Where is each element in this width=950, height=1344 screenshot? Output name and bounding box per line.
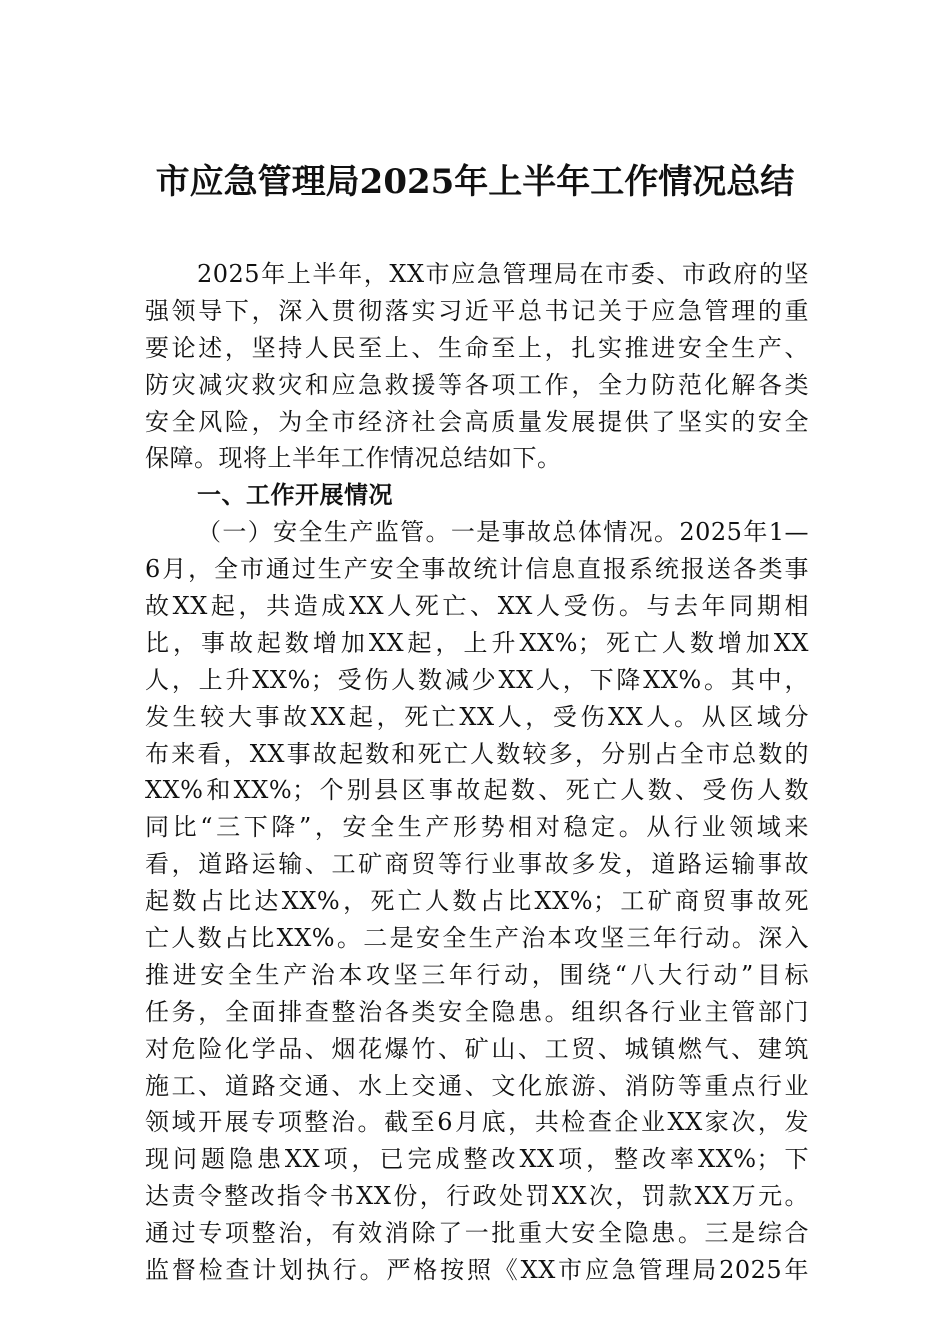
paragraph-line: 强领导下，深入贯彻落实习近平总书记关于应急管理的重 [145, 296, 809, 325]
paragraph-line: 通过专项整治，有效消除了一批重大安全隐患。三是综合 [145, 1219, 809, 1248]
paragraph-line: 对危险化学品、烟花爆竹、矿山、工贸、城镇燃气、建筑 [145, 1034, 809, 1063]
paragraph-line: 现问题隐患XX项，已完成整改XX项，整改率XX%；下 [145, 1145, 809, 1174]
paragraph-line: 人，上升XX%；受伤人数减少XX人，下降XX%。其中， [145, 665, 809, 694]
document-body [145, 256, 809, 1289]
paragraph-line: 2025年上半年，XX市应急管理局在市委、市政府的坚 [197, 260, 809, 288]
paragraph-line: 监督检查计划执行。严格按照《XX市应急管理局2025年 [145, 1256, 809, 1285]
paragraph-line: 故XX起，共造成XX人死亡、XX人受伤。与去年同期相 [145, 592, 809, 621]
paragraph-line: 同比“三下降”，安全生产形势相对稳定。从行业领域来 [145, 813, 809, 842]
paragraph-line: 起数占比达XX%，死亡人数占比XX%；工矿商贸事故死 [145, 887, 809, 916]
paragraph-line: 任务，全面排查整治各类安全隐患。组织各行业主管部门 [145, 997, 809, 1026]
paragraph-line: 防灾减灾救灾和应急救援等各项工作，全力防范化解各类 [145, 370, 809, 399]
paragraph-line: 安全风险，为全市经济社会高质量发展提供了坚实的安全 [145, 407, 809, 436]
paragraph-line: 施工、道路交通、水上交通、文化旅游、消防等重点行业 [145, 1071, 809, 1100]
paragraph-line: 推进安全生产治本攻坚三年行动，围绕“八大行动”目标 [145, 960, 809, 989]
paragraph-line: 看，道路运输、工矿商贸等行业事故多发，道路运输事故 [145, 850, 809, 879]
section-heading: 一、工作开展情况 [197, 480, 393, 510]
paragraph-line: 要论述，坚持人民至上、生命至上，扎实推进安全生产、 [145, 333, 809, 362]
paragraph-line: 发生较大事故XX起，死亡XX人，受伤XX人。从区域分 [145, 702, 809, 731]
document-title: 市应急管理局2025年上半年工作情况总结 [155, 162, 795, 202]
paragraph-line: （一）安全生产监管。一是事故总体情况。2025年1— [197, 518, 809, 547]
paragraph-line: 保障。现将上半年工作情况总结如下。 [145, 444, 562, 473]
paragraph-line: 布来看，XX事故起数和死亡人数较多，分别占全市总数的 [145, 739, 809, 768]
paragraph-line: 比，事故起数增加XX起，上升XX%；死亡人数增加XX [145, 628, 809, 657]
paragraph-line: XX%和XX%；个别县区事故起数、死亡人数、受伤人数 [145, 776, 809, 805]
paragraph-line: 领域开展专项整治。截至6月底，共检查企业XX家次，发 [145, 1108, 809, 1137]
paragraph-line: 达责令整改指令书XX份，行政处罚XX次，罚款XX万元。 [145, 1182, 809, 1211]
paragraph-line: 亡人数占比XX%。二是安全生产治本攻坚三年行动。深入 [145, 924, 809, 953]
paragraph-line: 6月，全市通过生产安全事故统计信息直报系统报送各类事 [145, 555, 809, 584]
